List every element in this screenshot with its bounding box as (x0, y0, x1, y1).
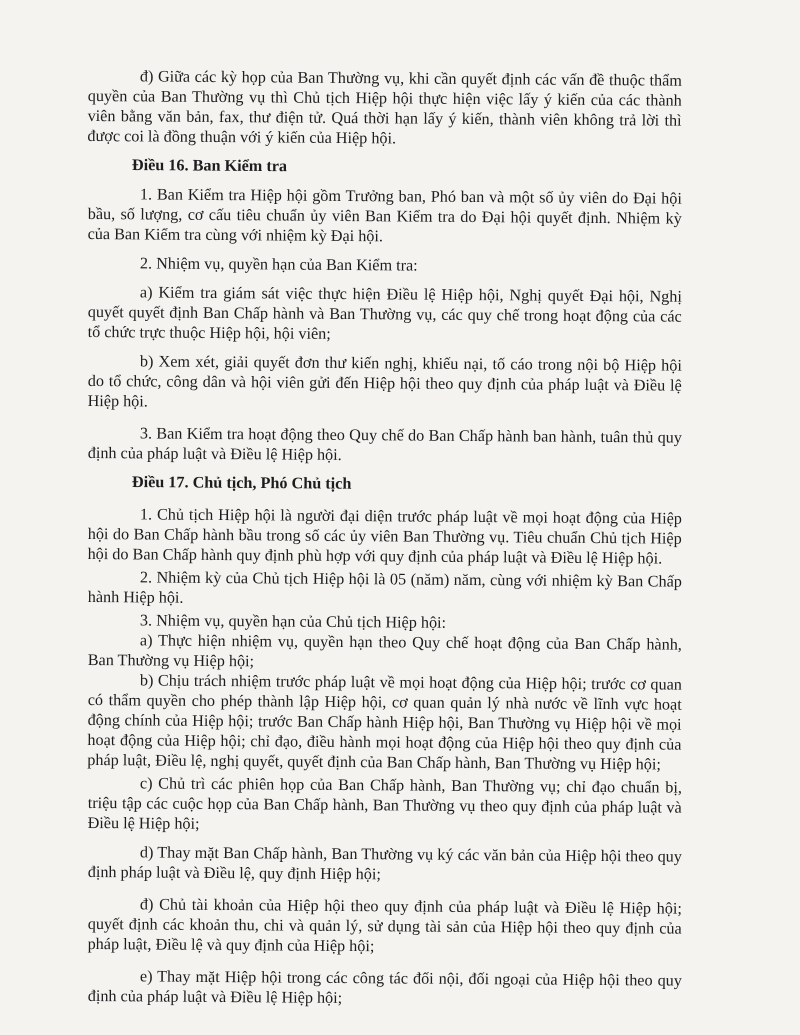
paragraph-chairman-duties: 3. Nhiệm vụ, quyền hạn của Chủ tịch Hiệp hội: (139, 611, 447, 632)
paragraph-chairman-a: a) Thực hiện nhiệm vụ, quyền hạn theo Quy chế hoạt động của Ban Chấp hành, Ban Thường vụ Hiệp hội; (87, 631, 682, 671)
paragraph-inspection-a: a) Kiểm tra giám sát việc thực hiện Điều lệ Hiệp hội, Nghị quyết Đại hội, Nghị quyết quyết định Ban Chấp hành và Ban Thường vụ, các quy chế trong hoạt động của các tổ chức trực thuộc Hiệp hội, hội viên; (87, 283, 682, 343)
paragraph-chairman-term: 2. Nhiệm kỳ của Chủ tịch Hiệp hội là 05 (năm) năm, cùng với nhiệm kỳ Ban Chấp hành Hiệp hội. (87, 568, 682, 607)
paragraph-chairman-c: c) Chủ trì các phiên họp của Ban Chấp hành, Ban Thường vụ; chỉ đạo chuẩn bị, triệu tập các cuộc họp của Ban Chấp hành, Ban Thường vụ theo quy định của pháp luật và Điều lệ Hiệp hội; (87, 774, 682, 833)
paragraph-chairman-b: b) Chịu trách nhiệm trước pháp luật về mọi hoạt động của Hiệp hội; trước cơ quan có thẩm quyền cho phép thành lập Hiệp hội, cơ quan quản lý nhà nước về lĩnh vực hoạt động chính của Hiệp hội; trước Ban Chấp hành Hiệp hội, Ban Thường vụ Hiệp hội về mọi hoạt động của Hiệp hội; chỉ đạo, điều hành mọi hoạt động của Hiệp hội theo quy định của pháp luật, Điều lệ, nghị quyết, quyết định của Ban Chấp hành, Ban Thường vụ Hiệp hội; (87, 671, 682, 774)
paragraph-inspection-b: b) Xem xét, giải quyết đơn thư kiến nghị, khiếu nại, tố cáo trong nội bộ Hiệp hội do tổ chức, công dân và hội viên gửi đến Hiệp hội theo quy định của pháp luật và Điều lệ Hiệp hội. (87, 352, 682, 411)
heading-article-17: Điều 17. Chủ tịch, Phó Chủ tịch (131, 472, 352, 493)
paragraph-inspection-board-composition: 1. Ban Kiểm tra Hiệp hội gồm Trưởng ban, Phó ban và một số ủy viên do Đại hội bầu, số lượng, cơ cấu tiêu chuẩn ủy viên Ban Kiểm tra do Đại hội quyết định. Nhiệm kỳ của Ban Kiểm tra cùng với nhiệm kỳ Đại hội. (87, 185, 682, 246)
heading-article-16: Điều 16. Ban Kiểm tra (131, 155, 288, 176)
paragraph-inspection-board-duties: 2. Nhiệm vụ, quyền hạn của Ban Kiểm tra: (139, 254, 418, 275)
paragraph-inspection-regulation: 3. Ban Kiểm tra hoạt động theo Quy chế do Ban Chấp hành ban hành, tuân thủ quy định của pháp luật và Điều lệ Hiệp hội. (87, 424, 682, 464)
paragraph-chairman-e: e) Thay mặt Hiệp hội trong các công tác đối nội, đối ngoại của Hiệp hội theo quy định của pháp luật và Điều lệ Hiệp hội; (87, 967, 682, 1007)
paragraph-d-standing-committee-consultation: đ) Giữa các kỳ họp của Ban Thường vụ, khi cần quyết định các vấn đề thuộc thẩm quyền của Ban Thường vụ thì Chủ tịch Hiệp hội thực hiện việc lấy ý kiến của các thành viên bằng văn bản, fax, thư điện tử. Quá thời hạn lấy ý kiến, thành viên không trả lời thì được coi là đồng thuận với ý kiến của Hiệp hội. (87, 67, 682, 148)
paragraph-chairman-dd: đ) Chủ tài khoản của Hiệp hội theo quy định của pháp luật và Điều lệ Hiệp hội; quyết định các khoản thu, chi và quản lý, sử dụng tài sản của Hiệp hội theo quy định của pháp luật, Điều lệ và quy định của Hiệp hội; (87, 895, 682, 956)
paragraph-chairman-d: d) Thay mặt Ban Chấp hành, Ban Thường vụ ký các văn bản của Hiệp hội theo quy định pháp luật và Điều lệ, quy định Hiệp hội; (87, 843, 682, 884)
paragraph-chairman-definition: 1. Chủ tịch Hiệp hội là người đại diện trước pháp luật về mọi hoạt động của Hiệp hội do Ban Chấp hành bầu trong số các ủy viên Ban Thường vụ. Tiêu chuẩn Chủ tịch Hiệp hội do Ban Chấp hành quy định phù hợp với quy định của pháp luật và Điều lệ Hiệp hội. (87, 505, 682, 568)
